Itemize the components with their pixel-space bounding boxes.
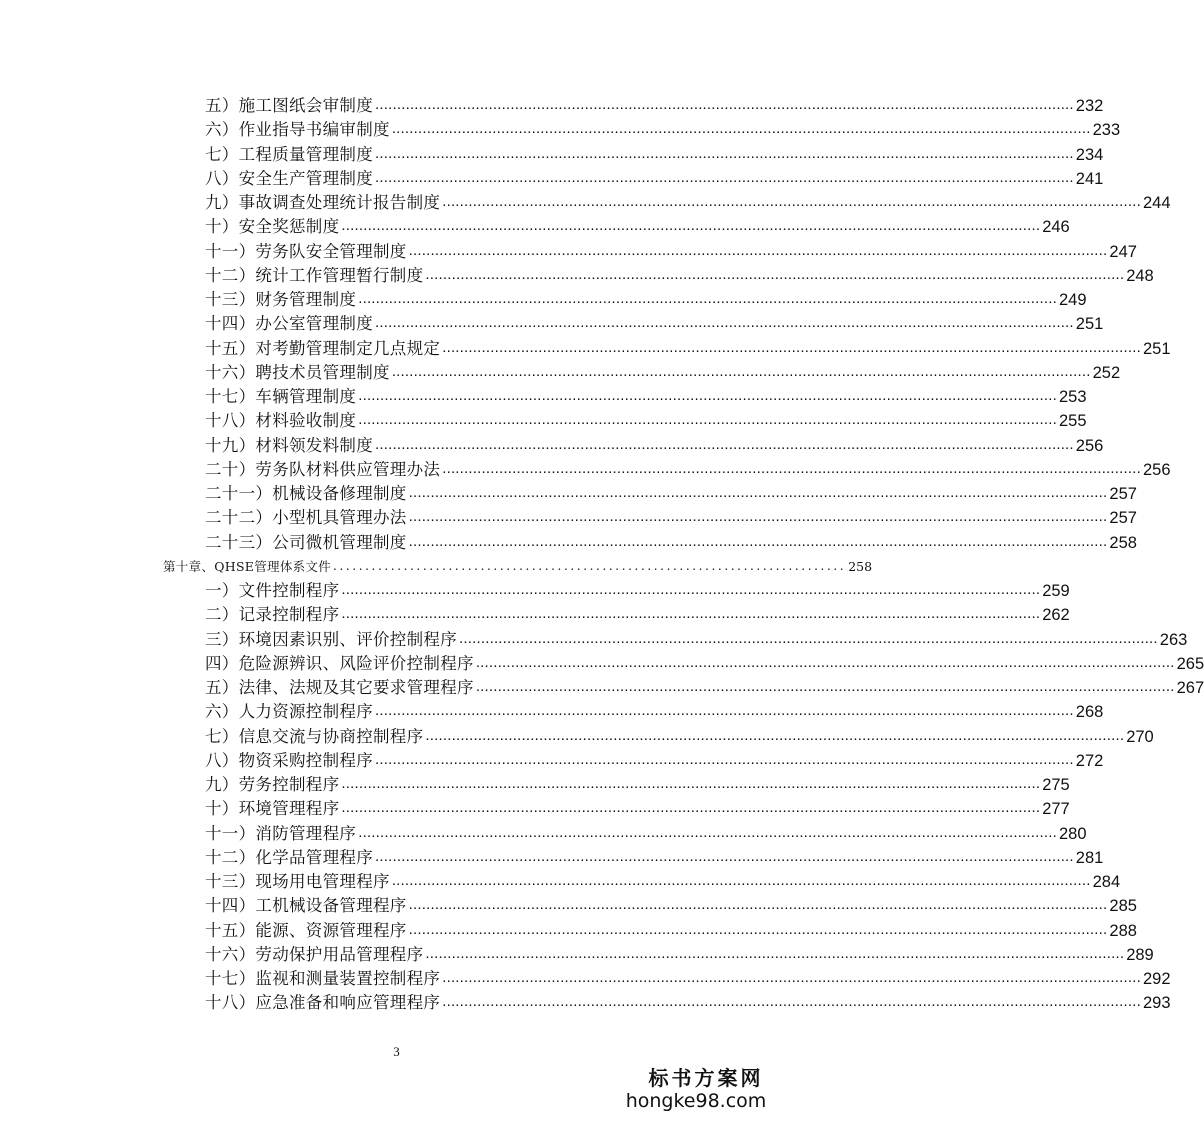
toc-dot-leader: ................................................................................................................................................................ [425,265,1125,283]
toc-dot-leader: ................................................................................................................................................................ [358,387,1057,404]
toc-entry-page: 275 [1042,776,1070,794]
toc-entry-page: 244 [1143,194,1171,212]
toc-dot-leader: ................................................................................................................................................................ [408,241,1108,259]
toc-entry-page: 252 [1092,363,1121,382]
toc-entry-label: 十七）车辆管理制度 [205,387,357,406]
toc-entry-label: 十）安全奖惩制度 [205,217,340,237]
toc-entry-label: 七）信息交流与协商控制程序 [205,726,424,746]
toc-entry [205,992,1171,1014]
toc-dot-leader: ................................................................................................................................................................ [341,605,1041,623]
toc-entry-label: 二十三）公司微机管理制度 [205,532,407,552]
toc-entry-page: 267 [1176,679,1204,697]
toc-dot-leader: ................................................................................................................................................................ [375,435,1074,453]
toc-entry [205,726,1154,748]
toc-entry-page: 251 [1075,315,1104,334]
toc-entry-page: 253 [1059,388,1087,406]
toc-entry-label: 九）劳务控制程序 [205,775,340,794]
toc-entry-label: 九）事故调查处理统计报告制度 [205,193,441,212]
toc-dot-leader: ................................................................................................................................................................ [391,872,1091,889]
toc-entry [205,313,1104,335]
toc-dot-leader: ................................................................................................................................................................ [358,411,1057,429]
toc-entry-page: 234 [1075,145,1104,164]
toc-entry-page: 255 [1059,412,1087,431]
toc-dot-leader: ................................................................................................................................................................ [375,96,1074,113]
toc-entry [205,435,1104,457]
toc-entry-page: 270 [1126,727,1154,746]
toc-dot-leader: ................................................................................................................................................................ [408,484,1108,501]
page-number: 3 [393,1044,400,1059]
toc-entry-label: 十一）劳务队安全管理制度 [205,241,407,261]
toc-dot-leader: ................................................................................................................................................................ [408,896,1108,914]
toc-entry [205,168,1104,190]
toc-entry-label: 十三）财务管理制度 [205,290,357,309]
toc-entry [205,677,1204,699]
toc-dot-leader: ................................................................................................................................................................ [341,217,1041,235]
toc-entry-label: 五）施工图纸会审制度 [205,96,373,115]
toc-entry [205,144,1104,166]
toc-dot-leader: ................................................................................................................................................................ [475,653,1175,671]
toc-entry [205,968,1171,990]
toc-entry-label: 十七）监视和测量装置控制程序 [205,969,441,988]
toc-entry [205,701,1104,723]
toc-entry [205,241,1137,263]
toc-entry-page: 293 [1143,994,1171,1013]
toc-entry [205,920,1137,942]
toc-dot-leader: ................................................................................................................................................................ [358,290,1057,307]
toc-entry [205,386,1087,408]
toc-entry-label: 二十二）小型机具管理办法 [205,508,407,528]
toc-entry-page: 284 [1092,873,1121,891]
toc-entry-label: 六）人力资源控制程序 [205,702,373,722]
watermark-logo [625,1066,781,1112]
toc-entry [205,265,1154,287]
toc-dot-leader: ................................................................................................................................................................ [375,702,1074,720]
toc-entry-page: 268 [1075,703,1104,722]
toc-dot-leader: ................................................................................................................................................................ [375,314,1074,332]
toc-entry-label: 四）危险源辨识、风险评价控制程序 [205,653,474,673]
toc-entry-page: 241 [1075,169,1104,188]
toc-dot-leader: ................................................................................................................................................................ [375,168,1074,186]
toc-entry-label: 十六）聘技术员管理制度 [205,362,390,382]
toc-dot-leader: ................................................................................................................................................................ [425,726,1125,744]
toc-entry-label: 十五）对考勤管理制定几点规定 [205,338,441,358]
toc-entry-page: 257 [1109,509,1137,528]
toc-dot-leader: ................................................................................................................................................................ [442,338,1141,356]
toc-chapter-entry [163,556,873,578]
toc-entry-page: 289 [1126,945,1154,964]
toc-entry [205,95,1104,117]
toc-entry [205,750,1104,772]
toc-entry-label: 第十章、QHSE管理体系文件 [163,558,332,574]
toc-entry-label: 八）安全生产管理制度 [205,168,373,188]
toc-entry-page: 248 [1126,266,1154,285]
toc-entry-page: 247 [1109,242,1137,261]
toc-dot-leader: ................................................................................................................................................................ [408,532,1108,550]
toc-entry-label: 十二）统计工作管理暂行制度 [205,265,424,285]
toc-entry [205,604,1070,626]
toc-entry [205,459,1171,481]
toc-entry-label: 十五）能源、资源管理程序 [205,920,407,940]
toc-entry-page: 257 [1109,485,1137,503]
toc-entry-page: 285 [1109,897,1137,916]
toc-entry [205,823,1087,845]
toc-dot-leader: ................................................................................................................................................................ [442,459,1141,477]
toc-dot-leader: ................................................................................................................................................................ [475,678,1175,695]
toc-entry [205,483,1137,505]
toc-entry-label: 十九）材料领发料制度 [205,435,373,455]
toc-dot-leader: ................................................................................................................................................................ [442,969,1141,986]
toc-entry-label: 六）作业指导书编审制度 [205,120,390,140]
toc-entry-label: 一）文件控制程序 [205,581,340,600]
toc-entry-page: 262 [1042,606,1070,625]
toc-entry-label: 七）工程质量管理制度 [205,144,373,164]
toc-entry [205,192,1171,214]
toc-entry-page: 232 [1075,97,1104,115]
toc-entry-page: 256 [1143,460,1171,479]
toc-entry-label: 二十）劳务队材料供应管理办法 [205,459,441,479]
toc-dot-leader: ................................................................................................................................................................ [442,193,1141,210]
toc-dot-leader: ................................................................................................................................................................ [391,362,1091,380]
toc-entry-page: 246 [1042,218,1070,237]
toc-entry-page: 256 [1075,436,1104,455]
toc-entry [205,289,1087,311]
toc-dot-leader: ................................................................................................................................................................ [408,508,1108,526]
toc-entry-page: 265 [1176,654,1204,673]
toc-entry-page: 292 [1143,970,1171,988]
toc-entry-label: 十四）办公室管理制度 [205,314,373,334]
toc-dot-leader: ................................................................................ [333,558,847,573]
toc-entry [205,580,1070,602]
toc-entry-label: 十六）劳动保护用品管理程序 [205,944,424,964]
toc-dot-leader: ................................................................................................................................................................ [341,775,1041,792]
toc-entry [205,798,1070,820]
toc-entry [205,362,1121,384]
watermark-url: hongke98.com [625,1090,767,1112]
toc-entry-page: 272 [1075,751,1104,770]
toc-dot-leader: ................................................................................................................................................................ [408,920,1108,938]
toc-dot-leader: ................................................................................................................................................................ [391,120,1091,138]
toc-entry-page: 281 [1075,848,1104,867]
toc-entry [205,774,1070,796]
toc-entry-label: 十八）材料验收制度 [205,411,357,431]
toc-dot-leader: ................................................................................................................................................................ [375,144,1074,162]
toc-entry-label: 十三）现场用电管理程序 [205,872,390,891]
toc-entry-label: 八）物资采购控制程序 [205,750,373,770]
toc-entry-page: 263 [1159,630,1188,649]
toc-entry [205,532,1137,554]
toc-entry [205,847,1104,869]
toc-entry [205,629,1188,651]
toc-entry-label: 十八）应急准备和响应管理程序 [205,993,441,1013]
toc-entry-page: 288 [1109,921,1137,940]
toc-entry [205,653,1204,675]
toc-entry-page: 259 [1042,582,1070,600]
toc-entry-label: 二）记录控制程序 [205,605,340,625]
watermark-title: 标书方案网 [648,1066,764,1090]
toc-dot-leader: ................................................................................................................................................................ [341,799,1041,817]
toc-entry [205,410,1087,432]
toc-entry-page: 249 [1059,291,1087,309]
toc-dot-leader: ................................................................................................................................................................ [341,581,1041,598]
toc-entry-page: 277 [1042,800,1070,819]
toc-entry [205,216,1070,238]
toc-entry [205,119,1121,141]
toc-entry [205,895,1137,917]
toc-dot-leader: ................................................................................................................................................................ [425,944,1125,962]
toc-entry-label: 五）法律、法规及其它要求管理程序 [205,678,474,697]
toc-entry-label: 十一）消防管理程序 [205,823,357,843]
toc-entry-page: 280 [1059,824,1087,843]
toc-entry [205,944,1154,966]
toc-entry-page: 258 [848,558,873,574]
toc-entry-label: 二十一）机械设备修理制度 [205,484,407,503]
toc-dot-leader: ................................................................................................................................................................ [375,847,1074,865]
toc-entry-page: 258 [1109,533,1137,552]
toc-dot-leader: ................................................................................................................................................................ [442,993,1141,1011]
toc-entry-label: 十二）化学品管理程序 [205,847,373,867]
toc-entry [205,871,1121,893]
toc-entry [205,338,1171,360]
toc-dot-leader: ................................................................................................................................................................ [375,750,1074,768]
toc-dot-leader: ................................................................................................................................................................ [358,823,1057,841]
toc-entry-page: 233 [1092,121,1121,140]
toc-entry-page: 251 [1143,339,1171,358]
toc-entry-label: 三）环境因素识别、评价控制程序 [205,629,457,649]
toc-entry-label: 十）环境管理程序 [205,799,340,819]
toc-dot-leader: ................................................................................................................................................................ [459,629,1158,647]
toc-entry-label: 十四）工机械设备管理程序 [205,896,407,916]
toc-entry [205,507,1137,529]
